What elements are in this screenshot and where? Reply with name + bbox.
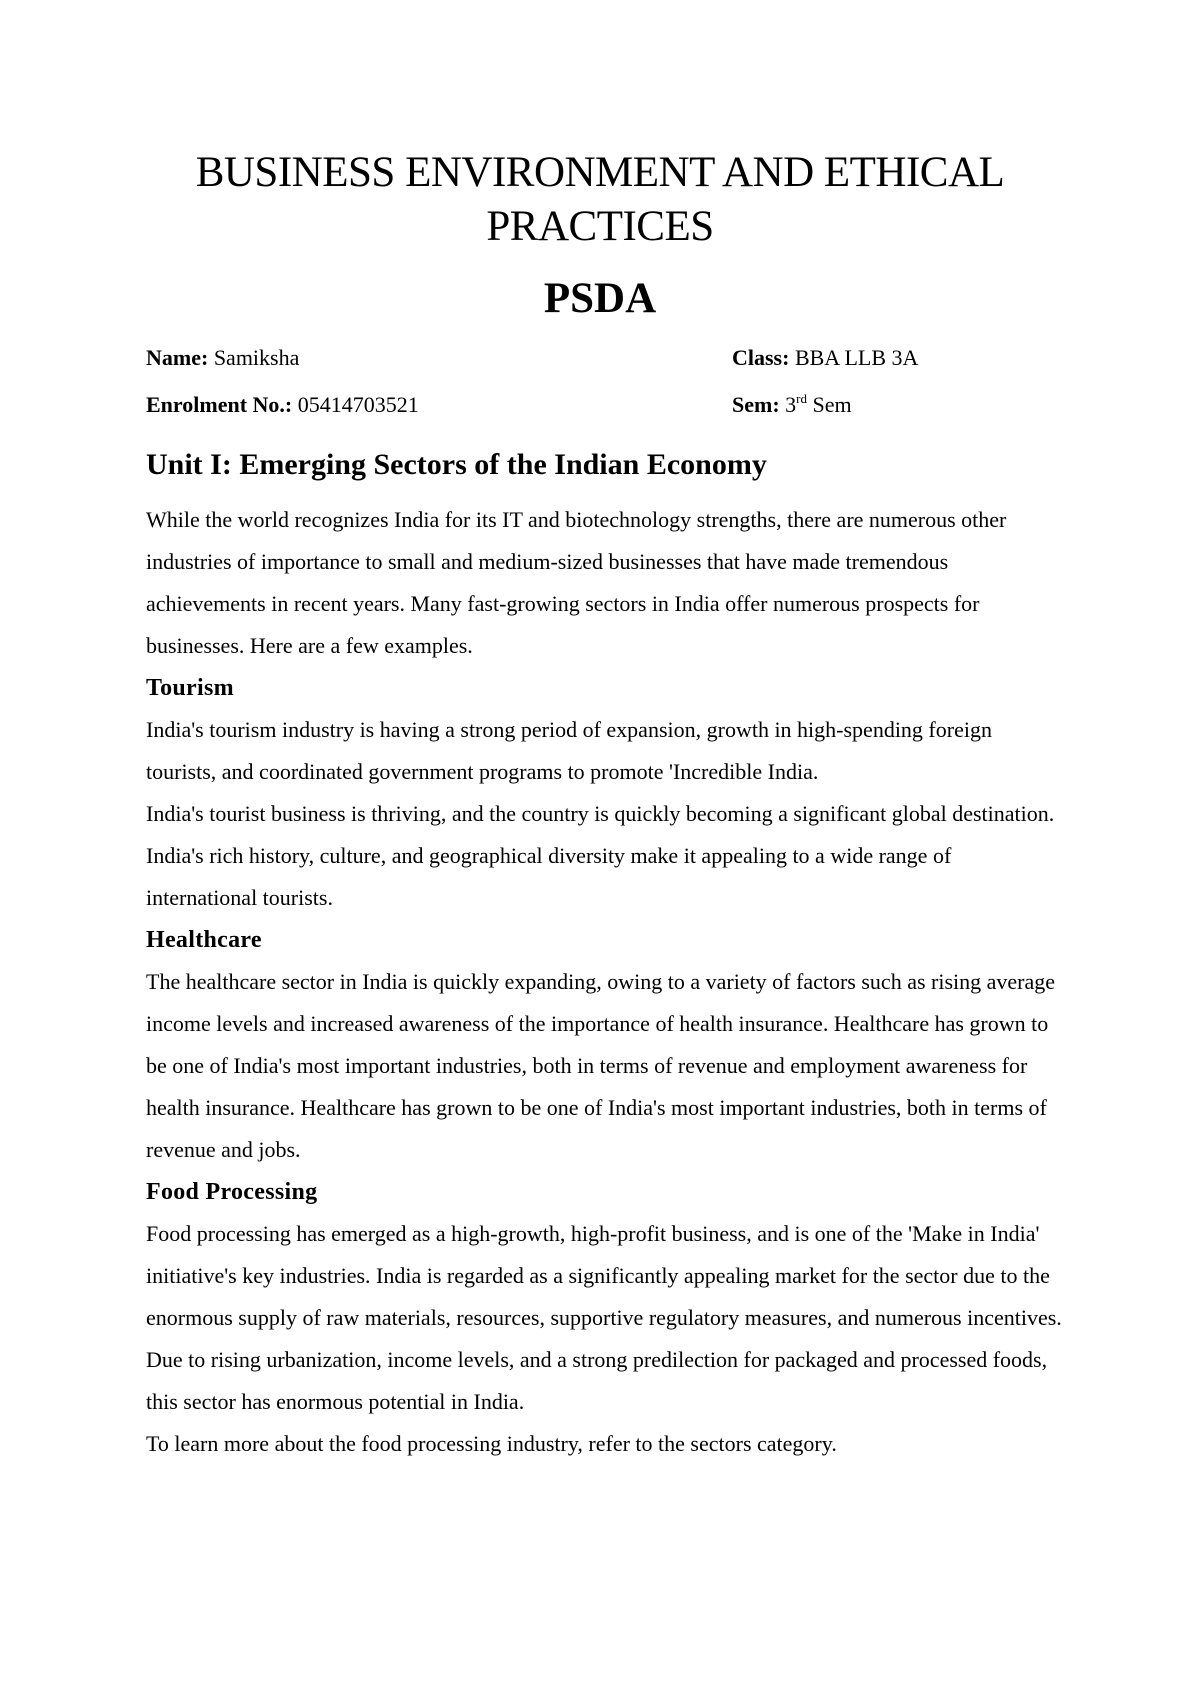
tourism-paragraph-2: India's tourist business is thriving, and the country is quickly becoming a significant global destination. India's rich history, culture, and geographical diversity make it appealing to a wide range of international tourists. [146,801,1055,910]
sem-field [732,391,852,419]
sem-suffix: rd [796,391,807,406]
name-label: Name: [146,345,209,370]
document-subtitle: PSDA [543,275,657,322]
name-field [146,344,299,372]
enrolment-value: 05414703521 [297,392,419,417]
sem-label: Sem: [732,392,780,417]
intro-paragraph: While the world recognizes India for its IT and biotechnology strengths, there are numerous other industries of importance to small and medium-sized businesses that have made tremendous achievements in recent years. Many fast-growing sectors in India offer numerous prospects for businesses. Here are a few examples. [146,507,1007,658]
sem-number: 3 [785,392,797,417]
enrolment-label: Enrolment No.: [146,392,293,417]
class-value: BBA LLB 3A [794,345,919,370]
section-heading-food-processing: Food Processing [146,1179,318,1205]
section-heading-tourism: Tourism [146,675,234,701]
tourism-paragraph-1: India's tourism industry is having a strong period of expansion, growth in high-spending foreign tourists, and coordinated government programs to promote 'Incredible India. [146,717,992,784]
unit-heading: Unit I: Emerging Sectors of the Indian Economy [146,448,767,481]
healthcare-paragraph: The healthcare sector in India is quickly expanding, owing to a variety of factors such as rising average income levels and increased awareness of the importance of health insurance. Healthcare has grown to be one of India's most important industries, both in terms of revenue and employment awareness for health insurance. Healthcare has grown to be one of India's most important industries, both in terms of revenue and jobs. [146,969,1056,1162]
main-content [146,445,1066,1465]
name-value: Samiksha [213,345,300,370]
section-heading-healthcare: Healthcare [146,927,262,953]
class-field [732,344,918,372]
sem-word: Sem [812,392,852,417]
enrolment-field [146,391,419,419]
food-processing-paragraph-2: To learn more about the food processing industry, refer to the sectors category. [146,1431,837,1456]
title-block [100,146,1100,326]
food-processing-paragraph-1: Food processing has emerged as a high-growth, high-profit business, and is one of the 'Make in India' initiative's key industries. India is regarded as a significantly appealing market for the sector due to the enormous supply of raw materials, resources, supportive regulatory measures, and numerous incentives. Due to rising urbanization, income levels, and a strong predilection for packaged and processed foods, this sector has enormous potential in India. [146,1221,1062,1414]
document-title: BUSINESS ENVIRONMENT AND ETHICAL PRACTICES [195,149,1005,250]
class-label: Class: [732,345,790,370]
